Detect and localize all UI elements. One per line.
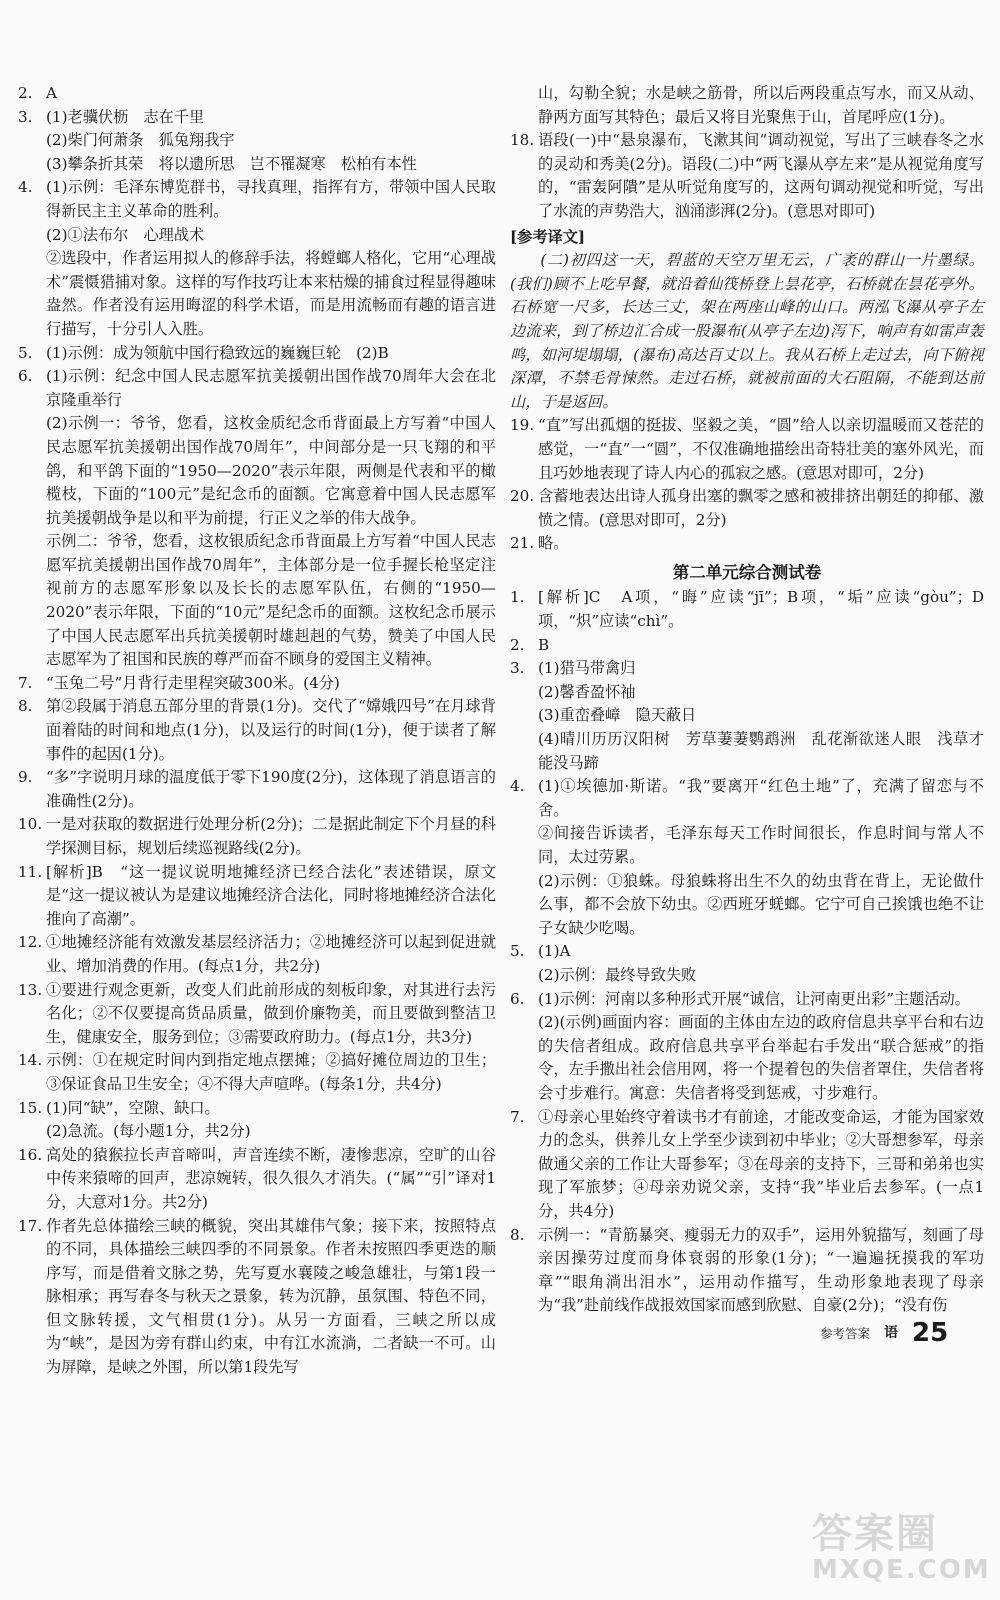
watermark-small: MXQE.COM bbox=[812, 1555, 991, 1585]
item-line: 含蓄地表达出诗人孤身出塞的飘零之感和被排挤出朝廷的抑郁、激愤之情。(意思对即可，2分) bbox=[538, 487, 984, 529]
answer-item bbox=[510, 775, 984, 940]
item-line: 示例二：爷爷，您看，这枚银质纪念币背面最上方写着“中国人民志愿军抗美援朝出国作战70周年”，主体部分是一位手握长枪坚定注视前方的志愿军形象以及长长的志愿军队伍，右侧的“1950—2020”表示年限，下面的“10元”是纪念币的面额。这枚纪念币展示了中国人民志愿军出兵抗美援朝时雄赳赳的气势，赞美了中国人民志愿军为了祖国和民族的尊严而奋不顾身的爱国主义精神。 bbox=[46, 532, 496, 669]
answer-item bbox=[18, 672, 496, 696]
answer-item bbox=[18, 365, 496, 672]
item-text bbox=[538, 586, 984, 633]
item-line: (1)示例：纪念中国人民志愿军抗美援朝出国作战70周年大会在北京隆重举行 bbox=[46, 367, 496, 409]
item-line: “多”字说明月球的温度低于零下190度(2分)，这体现了消息语言的准确性(2分)。 bbox=[46, 768, 496, 810]
item-line: (1)猎马带禽归 bbox=[538, 659, 636, 678]
item-text bbox=[538, 634, 984, 658]
item-text bbox=[46, 1144, 496, 1215]
item-text bbox=[46, 82, 496, 106]
item-line: 略。 bbox=[538, 534, 569, 553]
item-number: 9. bbox=[18, 768, 33, 787]
footer-subject: 语 bbox=[884, 1325, 899, 1342]
item-number: 7. bbox=[18, 673, 33, 692]
item-number: 1. bbox=[510, 588, 525, 607]
item-line: (2)急流。(每小题1分，共2分) bbox=[46, 1122, 251, 1141]
item-number: 12. bbox=[18, 933, 43, 952]
answer-item bbox=[510, 414, 984, 485]
item-number: 14. bbox=[18, 1051, 43, 1070]
answer-item bbox=[18, 695, 496, 766]
item-text bbox=[46, 861, 496, 932]
item-line: 第②段属于消息五部分里的背景(1分)。交代了“嫦娥四号”在月球背面着陆的时间和地点(1分)，以及运行的时间(1分)，便于读者了解事件的起因(1分)。 bbox=[46, 697, 496, 763]
item-text bbox=[538, 82, 984, 129]
item-text bbox=[46, 979, 496, 1050]
item-text bbox=[46, 695, 496, 766]
item-number: 21. bbox=[510, 534, 535, 553]
item-text bbox=[46, 766, 496, 813]
item-text bbox=[538, 657, 984, 775]
answer-item bbox=[510, 129, 984, 223]
item-line: ②间接告诉读者，毛泽东每天工作时间很长，作息时间与常人不同，太过劳累。 bbox=[538, 824, 984, 866]
answer-item bbox=[18, 766, 496, 813]
item-text bbox=[538, 414, 984, 485]
watermark-logo bbox=[812, 1511, 991, 1590]
answer-item bbox=[510, 586, 984, 633]
item-line: [解析]B “这一提议说明地摊经济已经合法化”表述错误，原文是“这一提议被认为是建议地摊经济合法化，同时将地摊经济合法化推向了高潮”。 bbox=[46, 862, 496, 928]
item-text bbox=[538, 940, 984, 987]
item-number: 8. bbox=[18, 697, 33, 716]
answer-item bbox=[18, 1215, 496, 1380]
item-text bbox=[46, 813, 496, 860]
item-line: (1)示例：成为领航中国行稳致远的巍巍巨轮 (2)B bbox=[46, 343, 389, 362]
item-line: (1)A bbox=[538, 942, 571, 961]
item-text bbox=[538, 1224, 984, 1318]
item-text bbox=[538, 532, 984, 556]
reference-text: (二)初四这一天，碧蓝的天空万里无云，广袤的群山一片墨绿。(我们)顾不上吃早餐，就沿着仙筏桥登上昙花亭，石桥就在昙花亭外。石桥宽一尺多，长达三丈，架在两座山峰的山口。两泓飞瀑从亭子左边流来，到了桥边汇合成一股瀑布(从亭子左边)泻下，响声有如雷声轰鸣，如河堤塌塌，(瀑布)高达百丈以上。我从石桥上走过去，向下俯视深潭，不禁毛骨悚然。走过石桥，就被前面的大石阻隔，不能到达前山，于是返回。 bbox=[510, 251, 984, 411]
item-number: 10. bbox=[18, 815, 43, 834]
answer-item bbox=[18, 342, 496, 366]
item-number: 3. bbox=[18, 107, 33, 126]
item-line: “玉兔二号”月背行走里程突破300米。(4分) bbox=[46, 673, 340, 692]
item-line: [解析]C A项，“晦”应读“jī”；B项，“垢”应读“gòu”；D项，“炽”应读“chì”。 bbox=[538, 588, 984, 631]
item-number: 3. bbox=[510, 659, 525, 678]
right-top-items bbox=[510, 82, 984, 224]
page-footer bbox=[820, 1320, 948, 1346]
answer-item bbox=[18, 176, 496, 341]
item-number: 20. bbox=[510, 487, 535, 506]
item-line: (1)示例：毛泽东博览群书，寻找真理，指挥有方，带领中国人民取得新民主主义革命的胜利。 bbox=[46, 178, 496, 220]
item-line: (1)示例：河南以多种形式开展“诚信，让河南更出彩”主题活动。 bbox=[538, 989, 970, 1008]
item-number: 16. bbox=[18, 1145, 43, 1164]
item-line: (2)柴门何萧条 狐兔翔我宇 bbox=[46, 131, 235, 150]
item-line: A bbox=[46, 84, 57, 102]
item-text bbox=[46, 365, 496, 672]
item-line: (2)馨香盈怀袖 bbox=[538, 682, 636, 701]
item-line: 作者先总体描绘三峡的概貌，突出其雄伟气象；接下来，按照特点的不同，具体描绘三峡四季的不同景象。作者未按照四季更迭的顺序写，而是借着文脉之势，先写夏水襄陵之峻急雄壮，与第1段一脉相承；再写春冬与秋天之景象，转为沉静，虽氛围、特色不同，但文脉转援，文气相贯(1分)。从另一方面看，三峡之所以成为“峡”，是因为旁有群山约束，中有江水流淌，二者缺一不可。山为屏障，是峡之外围，所以第1段先写 bbox=[46, 1216, 496, 1377]
answer-item bbox=[18, 813, 496, 860]
item-number: 17. bbox=[18, 1216, 43, 1235]
watermark-big: 答案圈 bbox=[812, 1511, 938, 1557]
item-line: (1)①埃德加·斯诺。“我”要离开“红色土地”了，充满了留恋与不舍。 bbox=[538, 777, 984, 819]
item-number: 11. bbox=[18, 862, 43, 881]
item-line: B bbox=[538, 635, 550, 654]
right-bottom-items bbox=[510, 586, 984, 1317]
item-number: 2. bbox=[18, 84, 33, 102]
item-line: (2)示例一：爷爷，您看，这枚金质纪念币背面最上方写着“中国人民志愿军抗美援朝出国作战70周年”，中间部分是一只飞翔的和平鸽，和平鸽下面的“1950—2020”表示年限，两侧是代表和平的橄榄枝，下面的“100元”是纪念币的面额。它寓意着中国人民志愿军抗美援朝战争是以和平为前提，行正义之举的伟大战争。 bbox=[46, 414, 496, 527]
item-text bbox=[538, 988, 984, 1106]
item-number: 8. bbox=[510, 1225, 525, 1244]
footer-label: 参考答案 bbox=[820, 1326, 871, 1342]
item-number: 2. bbox=[510, 635, 525, 654]
item-line: (2)(示例)画面内容：画面的主体由左边的政府信息共享平台和右边的失信者组成。政府信息共享平台举起右手发出“联合惩戒”的指令，左手撒出社会信用网，将一个提着包的失信者罩住，失信者将会寸步难行。寓意：失信者将受到惩戒，寸步难行。 bbox=[538, 1013, 984, 1102]
answer-item bbox=[18, 1049, 496, 1096]
item-text bbox=[46, 176, 496, 341]
item-line: ①要进行观念更新，改变人们此前形成的刻板印象，对其进行去污名化；②不仅要提高货品质量，做到价廉物美，而且要做到整洁卫生，健康安全，服务到位；③需要政府助力。(每点1分，共3分) bbox=[46, 980, 496, 1046]
item-number: 6. bbox=[18, 367, 33, 386]
item-number: 13. bbox=[18, 980, 43, 999]
reference-translation bbox=[510, 226, 984, 415]
item-line: “直”写出孤烟的挺拔、坚毅之美，“圆”给人以亲切温暖而又苍茫的感觉，一“直”一“圆”，不仅准确地描绘出奇特壮美的塞外风光，而且巧妙地表现了诗人内心的孤寂之感。(意思对即可，2分) bbox=[538, 416, 984, 482]
answer-item bbox=[510, 82, 984, 129]
item-number: 4. bbox=[510, 777, 525, 796]
item-line: 山，勾勒全貌；水是峡之筋骨，所以后两段重点写水，而又从动、静两方面写其特色；最后又将目光聚焦于山，首尾呼应(1分)。 bbox=[538, 84, 984, 126]
answer-item bbox=[18, 1144, 496, 1215]
item-number: 4. bbox=[18, 178, 33, 197]
item-text bbox=[46, 1097, 496, 1144]
answer-item bbox=[510, 1224, 984, 1318]
item-number: 15. bbox=[18, 1098, 43, 1117]
right-mid-items bbox=[510, 414, 984, 556]
item-number: 19. bbox=[510, 416, 535, 435]
answer-item bbox=[510, 1106, 984, 1224]
item-text bbox=[538, 129, 984, 223]
item-text bbox=[538, 485, 984, 532]
right-column bbox=[510, 82, 984, 1318]
answer-item bbox=[510, 532, 984, 556]
item-text bbox=[46, 931, 496, 978]
item-line: (3)攀条折其荣 将以遗所思 岂不罹凝寒 松柏有本性 bbox=[46, 154, 417, 173]
item-line: (4)晴川历历汉阳树 芳草萋萋鹦鹉洲 乱花渐欲迷人眼 浅草才能没马蹄 bbox=[538, 730, 984, 772]
item-number bbox=[510, 82, 538, 129]
answer-item bbox=[18, 106, 496, 177]
item-line: (1)同“缺”，空隙、缺口。 bbox=[46, 1098, 220, 1117]
item-line: 语段(一)中“悬泉瀑布，飞漱其间”调动视觉，写出了三峡春冬之水的灵动和秀美(2分)。语段(二)中“两飞瀑从亭左来”是从视觉角度写的，“雷轰阿隤”是从听觉角度写的，这两句调动视觉和听觉，写出了水流的声势浩大，汹涌澎湃(2分)。(意思对即可) bbox=[538, 131, 984, 220]
answer-item bbox=[18, 82, 496, 106]
item-text bbox=[538, 1106, 984, 1224]
answer-item bbox=[510, 940, 984, 987]
item-text bbox=[538, 775, 984, 940]
answer-item bbox=[510, 988, 984, 1106]
item-number: 5. bbox=[510, 942, 525, 961]
answer-item bbox=[510, 657, 984, 775]
reference-title: [参考译文] bbox=[510, 227, 586, 246]
left-column bbox=[18, 82, 496, 1380]
item-text bbox=[46, 1049, 496, 1096]
answer-item bbox=[18, 1097, 496, 1144]
item-line: (2)①法布尔 心理战术 bbox=[46, 225, 205, 244]
answer-item bbox=[18, 979, 496, 1050]
item-text bbox=[46, 106, 496, 177]
answer-item bbox=[510, 485, 984, 532]
item-line: ①地摊经济能有效激发基层经济活力；②地摊经济可以起到促进就业、增加消费的作用。(每点1分，共2分) bbox=[46, 933, 496, 975]
item-number: 18. bbox=[510, 131, 535, 150]
item-line: (3)重峦叠嶂 隐天蔽日 bbox=[538, 706, 697, 725]
answer-item bbox=[18, 931, 496, 978]
item-text bbox=[46, 342, 496, 366]
item-line: 示例一：“青筋暴突、瘦弱无力的双手”，运用外貌描写，刻画了母亲因操劳过度而身体衰弱的形象(1分)；“一遍遍抚摸我的军功章”“眼角淌出泪水”，运用动作描写，生动形象地表现了母亲为“我”赴前线作战报效国家而感到欣慰、自豪(2分)；“没有伤 bbox=[538, 1225, 984, 1315]
answer-item bbox=[510, 634, 984, 658]
answer-item bbox=[18, 861, 496, 932]
item-text bbox=[46, 672, 496, 696]
item-line: (2)示例：①狼蛛。母狼蛛将出生不久的幼虫背在背上，无论做什么事，都不会放下幼虫。②西班牙蜣螂。它宁可自己挨饿也绝不让子女缺少吃喝。 bbox=[538, 871, 984, 937]
item-number: 6. bbox=[510, 989, 525, 1008]
page-number: 25 bbox=[912, 1318, 949, 1348]
item-number: 5. bbox=[18, 343, 33, 362]
item-line: 高处的猿猴拉长声音啼叫，声音连续不断，凄惨悲凉，空旷的山谷中传来猿啼的回声，悲凉婉转，很久很久才消失。(“属”“引”译对1分，大意对1分。共2分) bbox=[46, 1145, 496, 1211]
item-line: ②选段中，作者运用拟人的修辞手法，将螳螂人格化，它用“心理战术”震慑猎捕对象。这样的写作技巧让本来枯燥的捕食过程显得趣味盎然。作者没有运用晦涩的科学术语，而是用流畅而有趣的语言进行描写，十分引人入胜。 bbox=[46, 249, 496, 338]
item-line: (2)示例：最终导致失败 bbox=[538, 965, 697, 984]
item-number: 7. bbox=[510, 1107, 525, 1126]
item-line: 一是对获取的数据进行处理分析(2分)；二是据此制定下个月昼的科学探测目标，规划后续巡视路线(2分)。 bbox=[46, 815, 496, 857]
section-title: 第二单元综合测试卷 bbox=[672, 562, 822, 582]
item-line: ①母亲心里始终守着读书才有前途，才能改变命运，才能为国家效力的念头，供养儿女上学至少读到初中毕业；②大哥想参军，母亲做通父亲的工作让大哥参军；③在母亲的支持下，三哥和弟弟也实现了军旅梦；④母亲劝说父亲，支持“我”毕业后去参军。(一点1分，共4分) bbox=[538, 1107, 984, 1220]
item-text bbox=[46, 1215, 496, 1380]
item-line: 示例：①在规定时间内到指定地点摆摊；②搞好摊位周边的卫生；③保证食品卫生安全；④不得大声喧哗。(每条1分，共4分) bbox=[46, 1051, 496, 1093]
item-line: (1)老骥伏枥 志在千里 bbox=[46, 107, 205, 126]
